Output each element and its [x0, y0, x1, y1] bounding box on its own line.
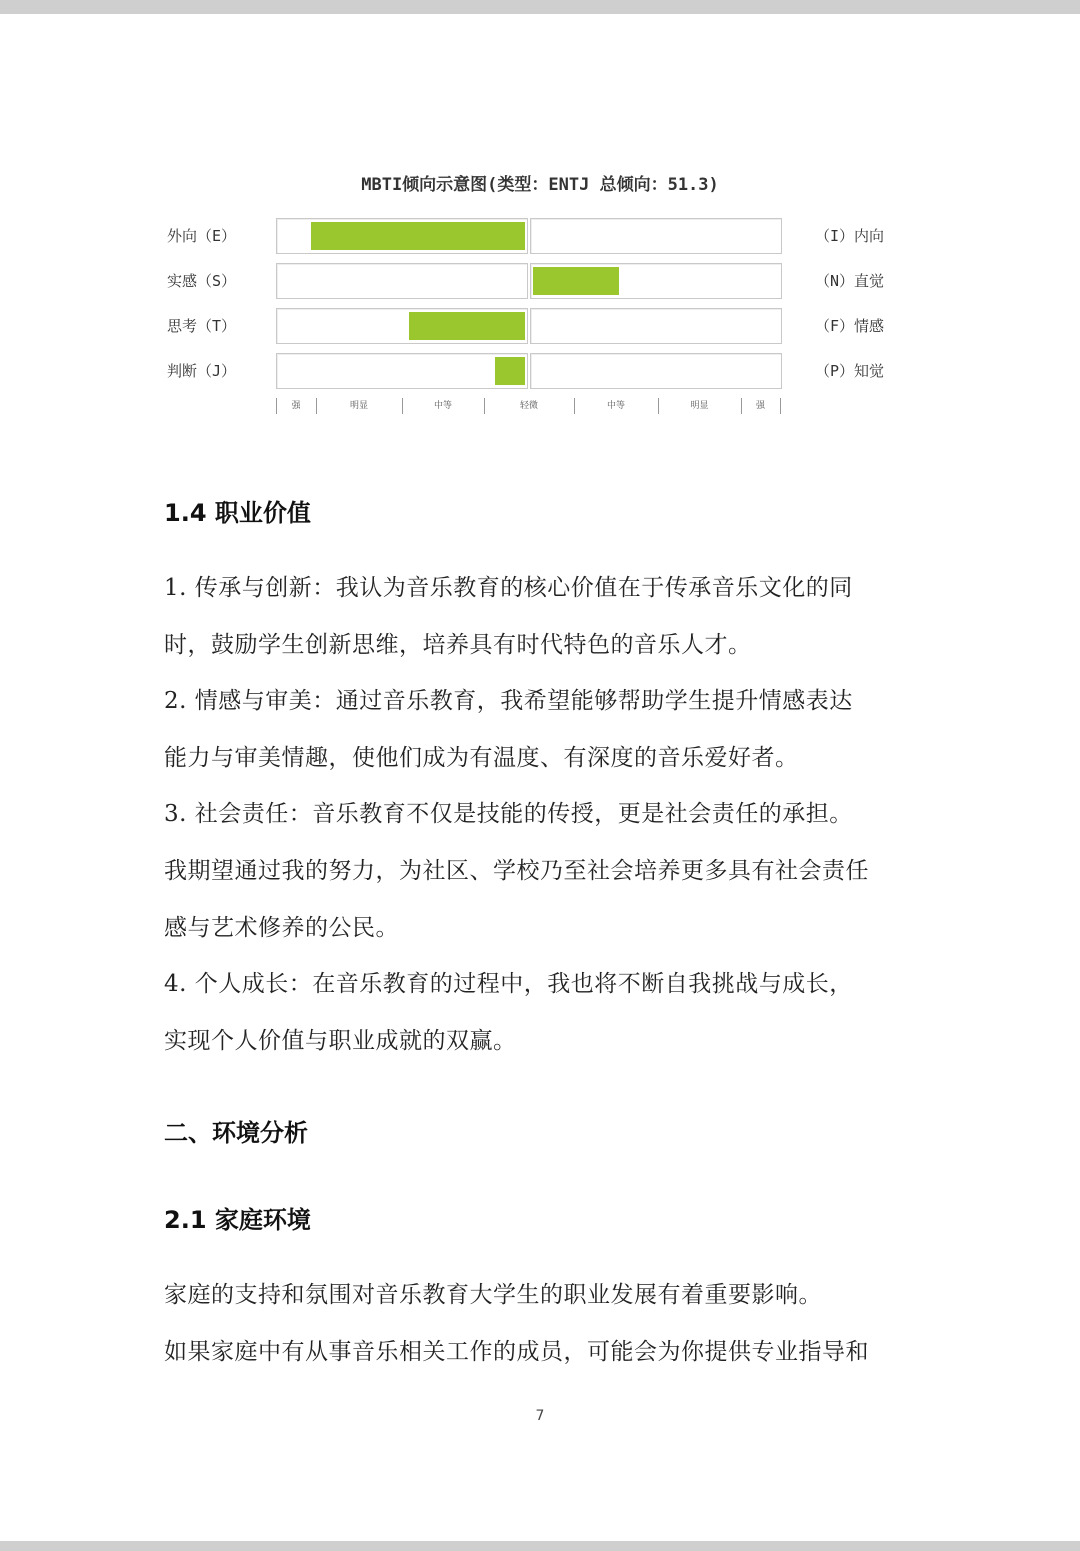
paragraph-line: 1. 传承与创新：我认为音乐教育的核心价值在于传承音乐文化的同	[164, 575, 853, 601]
scale-tick	[658, 398, 659, 414]
paragraph-line: 感与艺术修养的公民。	[164, 914, 399, 941]
scale-label: 明显	[690, 401, 709, 411]
scale-label: 中等	[606, 401, 626, 411]
scale-tick	[780, 398, 781, 414]
paragraph-line: 实现个人价值与职业成就的双赢。	[164, 1027, 517, 1054]
row-right-label: （N）直觉	[815, 272, 885, 290]
bar-track-left	[276, 353, 528, 389]
scale-tick	[276, 398, 277, 414]
section-heading-2-1: 2.1 家庭环境	[164, 1206, 311, 1234]
paragraph-line: 2. 情感与审美：通过音乐教育，我希望能够帮助学生提升情感表达	[164, 688, 853, 715]
section-heading-1-4: 1.4 职业价值	[164, 499, 311, 527]
row-right-label: （P）知觉	[815, 362, 885, 380]
page-number: 7	[535, 1408, 545, 1424]
bar-track-right	[530, 263, 782, 299]
scale-tick	[574, 398, 575, 414]
paragraph-line: 我期望通过我的努力，为社区、学校乃至社会培养更多具有社会责任	[164, 857, 869, 884]
section-heading-2: 二、环境分析	[164, 1119, 308, 1147]
paragraph-line: 家庭的支持和氛围对音乐教育大学生的职业发展有着重要影响。	[164, 1282, 822, 1308]
scale-tick	[741, 398, 742, 414]
chart-title: MBTI倾向示意图(类型：ENTJ 总倾向：51.3)	[361, 175, 719, 195]
page-bottom-edge	[0, 1541, 1080, 1551]
row-left-label: 实感（S）	[167, 272, 237, 290]
paragraph-line: 4. 个人成长：在音乐教育的过程中，我也将不断自我挑战与成长，	[164, 971, 853, 998]
tendency-bar	[311, 222, 525, 250]
tendency-bar	[533, 267, 619, 295]
tendency-bar	[495, 357, 525, 385]
scale-label: 强	[291, 401, 301, 411]
bar-track-right	[530, 218, 782, 254]
row-left-label: 思考（T）	[167, 317, 237, 335]
bar-track-right	[530, 353, 782, 389]
paragraph-line: 能力与审美情趣，使他们成为有温度、有深度的音乐爱好者。	[164, 744, 799, 771]
scale-tick	[316, 398, 317, 414]
section-1-4-body	[164, 560, 924, 1069]
scale-label: 中等	[433, 401, 453, 411]
section-2-1-body	[164, 1267, 924, 1380]
scale-label: 明显	[349, 401, 369, 411]
scale-tick	[402, 398, 403, 414]
scale-label: 轻微	[519, 401, 539, 411]
row-left-label: 外向（E）	[167, 227, 237, 245]
paragraph-line: 3. 社会责任：音乐教育不仅是技能的传授，更是社会责任的承担。	[164, 801, 853, 828]
page-top-edge	[0, 0, 1080, 14]
bar-track-left	[276, 263, 528, 299]
chart-scale	[276, 396, 780, 414]
scale-label: 强	[755, 401, 766, 411]
row-right-label: （F）情感	[815, 317, 885, 335]
row-left-label: 判断（J）	[167, 362, 237, 380]
bar-track-right	[530, 308, 782, 344]
scale-tick	[484, 398, 485, 414]
paragraph-line: 如果家庭中有从事音乐相关工作的成员，可能会为你提供专业指导和	[164, 1338, 869, 1365]
bar-track-left	[276, 308, 528, 344]
tendency-bar	[409, 312, 525, 340]
row-right-label: （I）内向	[815, 227, 885, 245]
bar-track-left	[276, 218, 528, 254]
paragraph-line: 时，鼓励学生创新思维，培养具有时代特色的音乐人才。	[164, 631, 752, 658]
